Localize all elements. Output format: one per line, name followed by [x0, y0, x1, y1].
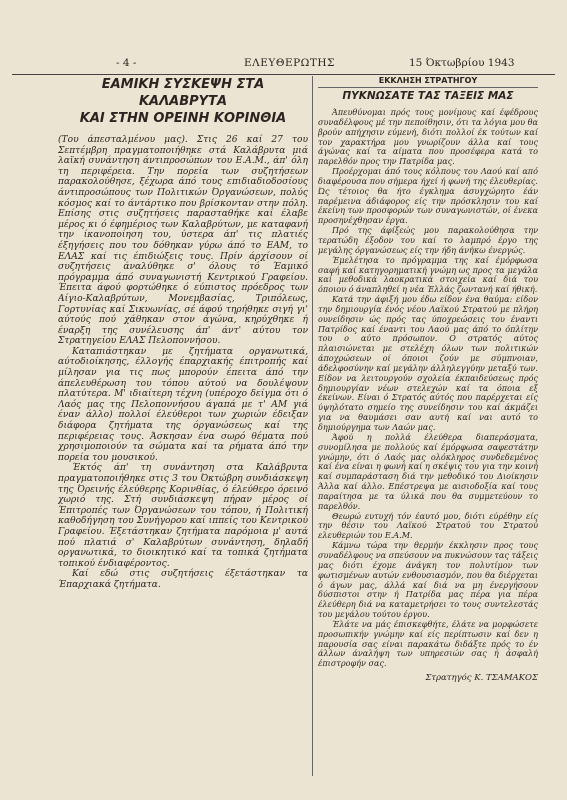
- right-column: [318, 76, 538, 776]
- article-label: ΕΚΚΛΗΣΗ ΣΤΡΑΤΗΓΟΥ: [378, 76, 478, 85]
- header-rule: [12, 74, 555, 75]
- article-paragraph: Προέρχομαι άπό τους κόλπους του Λαού καί από διαφέρουσα που σήμερα ήχεί ή φωνή της έλευθερίας. Ώς τέτοιος θα ήτο έγκλημα άσυγχώρητο έάν παρέμεινα άδιάφορος είς την πρόσκλησιν του καί έκείνη των προσφορών των συναγωνιστών, οί ένεκα προσηνέχθησαν έργα.: [318, 166, 538, 226]
- article-paragraph: Κάμνω τώρα την θερμήν έκκλησιν προς τους συναδέλφους να σπεύσουν να πυκνώσουν τας τάξεις μας διότι έχομε άνάγκη τον πολυτίμον των φωτισμένων αυτών ενθουσιασμόν, που θα διέρχεται ό άγων μας, άλλά καί διά να μη ένεργήσουν δύσπιστοι στην ή Πατρίδα μας πέρα για πέρα έλεύθερη διά να καταμετρήσει το τους συντελεστάς του μεγάλου τούτου έργου.: [318, 540, 538, 620]
- article-headline: ΠΥΚΝΩΣΑΤΕ ΤΑΣ ΤΑΞΕΙΣ ΜΑΣ: [342, 90, 514, 102]
- left-column: [58, 76, 308, 771]
- article-paragraph: Πρό της άφίξεώς μου παρακολούθησα την τερατώδη έξοδον του καί το λαμπρό έργο της μεγάλης όργανώσεως είς την ήδη άνήκω ένεργώς.: [318, 225, 538, 255]
- article-paragraph: Έμελέτησα το πρόγραμμα της καί έμόρφωσα σαφή καί κατηγορηματική γνώμη ως προς τα μεγάλα καί μεθοδικά λαοκρατικά στοιχεία καί διά του όποιου ό άναπληθεί η νέα Έλλάς ζωντανή καί ήθική.: [318, 254, 538, 295]
- page-number: - 4 -: [116, 57, 137, 69]
- page-header: [14, 57, 553, 73]
- article-paragraph: Έκτός άπ' τη συνάντηση στα Καλάβρυτα πραγματοποιήθηκε στις 3 του Όκτώβρη συνδιάσκεψη της Όρεινής έλεύθερης Κορινθίας, ό έλεύθερο όρεινό χωριό της. Στή συνδιάσκεψη πήραν μέρος οί Έπιτροπές των Όργανώσεων του τόπου, ή Πολιτική καθοδήγηση του Συνήγορου καί ιππείς του Κεντρικού Γραφείου. Έξετάστηκαν ζητήματα παρόμοια μ' αυτά πού πλατιά σ' Καλαβρύτων συνάντηση, δηλαδή οργανωτικά, το διοικητικό καί τα τοπικά ζητήματα τοπικού ένδιαφέροντος.: [58, 463, 308, 569]
- article-paragraph: Κατά την άφιξή μου έδω είδον ένα θαύμα: είδον την δημιουργία ένός νέου Λαϊκού Στρατού με πλήρη ουνείδησιν ώς πρός τας ύποχρεώσεις του έναντι Πατρίδος καί έναντι του Λαού μας άπό το όπλίτην του ο αύτο πρόσωπον. Ο στρατός αύτος πλαισιώνεται με στελέχη όλων των πολιτικών άποχρώσεων οί όποιοι ζούν με σύμπνοιαν, άδελφοσύνην καί μεγάλην άλληλεγγύην μεταξύ των. Είδον να λειτουργούν σχολεία έκπαιδεύσεως πρός δημιουργίαν νέων στελεχών καί τα όποια εξ έκείνων. Είναι ό Στρατός αύτός που παρέρχεται είς ύψηλότατο σημείο της συνείδησιν του καί άκμάζει για να θαυμάσει σαν αυτή καί ναι αυτό το δημιούργημα των Λαών μας.: [318, 294, 538, 432]
- signature: Στρατηγός Κ. ΤΣΑΜΑΚΟΣ: [425, 673, 538, 684]
- article-paragraph: Θεωρώ ευτυχή τόν έαυτό μου, διότι εύρέθην είς την θέσιν του Λαϊκού Στρατού του Στρατού ελευθεριών του Ε.Α.Μ.: [318, 510, 538, 541]
- article-paragraph: Άφού η πολλά έλεύθερα διαπεράσματα, συνομίλησα με πολλούς καί έμόρφωσα σαφεστάτην γνώμην, ότι ό Λαός μας ολόκληρος συνδεδεμένος καί ένα είναι η φωνή καί η σκέψις του για την κοινή καί συμπαράσταση διά την μεθοδικό του Διοίκησιν Άλλα καί άλλο. Επέστρεψα με αισιοδοξία καί τους παραίτησα με τα ύλικά που θα συμμετεύουν το παρελθόν.: [318, 431, 538, 511]
- column-divider: [312, 76, 313, 776]
- article-paragraph: Καταπιάστηκαν με ζητήματα οργανωτικά, αύτοδιοίκησης, έλλογής έπαρχιακής έπιτροπής καί μίλησαν για τις πως μπορούν έπειτα άπό την άπελευθέρωση του τόπου αύτού να δουλέψουν πλατύτερα. Μ' ιδιαίτερη τέχνη (υπέροχο δείγμα ότι ό Λαός μας της Πελοποννήσου άγαπά με τ' ΑΜ γιά έναν άλλο) πολλοί έλεύθεροι των χωριών έδειξαν διάφορα ζητήματα της όργανώσεως καί της περιφέρειας τους. Άσκησαν ένα σωρό θέματα πού χρησιμοποιούν τα σώματα καί τα ρήματα άπό την πορεία του μουσικού.: [58, 346, 308, 463]
- article-paragraph: Άπευθύνομαι πρός τους μονίμους καί έφέδρους συναδέλφους μέ την πεποίθησιν, ότι τα λόγια μου θα βρούν απήχησιν εύμενή, διότι πολλοί έκ τούτων καί τον χαρακτήρα μου γνωρίζουν άλλα καί τους άγώνας καί τα αίματα που προσέφερα κατά το παρελθόν προς την Πατρίδα μας.: [318, 107, 538, 167]
- headline-line-1: ΕΑΜΙΚΗ ΣΥΣΚΕΨΗ ΣΤΑ ΚΑΛΑΒΡΥΤΑ: [101, 77, 265, 109]
- headline-line-2: ΚΑΙ ΣΤΗΝ ΟΡΕΙΝΗ ΚΟΡΙΝΘΙΑ: [79, 111, 287, 126]
- article-paragraph: (Του άπεσταλμένου μας). Στις 26 καί 27 του Σεπτέμβρη πραγματοποιήθηκε στά Καλάβρυτα μιά λαϊκή συνάντηση άντιπροσώπων του Ε.Α.Μ., άπ' όλη τη περιφέρεια. Την πορεία των συζητήσεων παρακολούθησε, ξέχωρα άπό τους επιδιαδιοδοσίους άντιπροσώπους των Πολιτικών Όργανώσεων, πολύς κόσμος καί το άντάρτικο που βρίσκονταν στην πόλη. Επίσης στις συζητήσεις παρασταθήκε καί έλαβε μέρος κι ό έφημέριος των Καλαβρύτων, με καταφανή την ίκανοποίηση του, ύστερα άπ' τις πλατιές έξηγήσεις που του δόθηκαν γύρω άπό το ΕΑΜ, το ΕΛΑΣ καί τις έπιδιώξεις τους. Πρίν άρχίσουν οί συζητήσεις άναλύθηκε σ' όλους τό Έαμικό πρόγραμμα άπό συναγωνιστή Κεντρικού Γραφείου. Έπειτα άφού φορτώθηκε ό εύπιστος πρόεδρος των Αίγιο-Καλαβρύτων, Μονεμβασίας, Τριπόλεως, Γορτυνίας καί Σικυωνίας, σέ άφού τηρήθηκε σιγή γι' αύτούς πού χάθηκαν στον άγώνα, κηρύχθηκε ή έναρξη της συνέλευσης άπ' άντ' αύτου τον Στρατηγείου ΕΛΑΣ Πελοποννήσου.: [58, 135, 308, 347]
- article-paragraph: Καί εδώ στις συζητήσεις έξετάστηκαν τα Έπαρχιακά ζητήματα.: [58, 569, 308, 590]
- issue-date: 15 Όκτωβρίου 1943: [409, 57, 515, 69]
- article-paragraph: Έλάτε να μάς έπισκεφθήτε, έλάτε να μορφώσετε προσωπικήν γνώμην καί είς περίπτωσιν καί δεν η παρουσία σας είναι παρακάτω διδάξτε πρός το έν άλλων άναλήψη των υπηρεσιών σας ή άσφαλή έπιστροφήν σας.: [318, 618, 538, 669]
- newspaper-name: ΕΛΕΥΘΕΡΩΤΗΣ: [244, 57, 335, 69]
- label-rule: [318, 87, 538, 88]
